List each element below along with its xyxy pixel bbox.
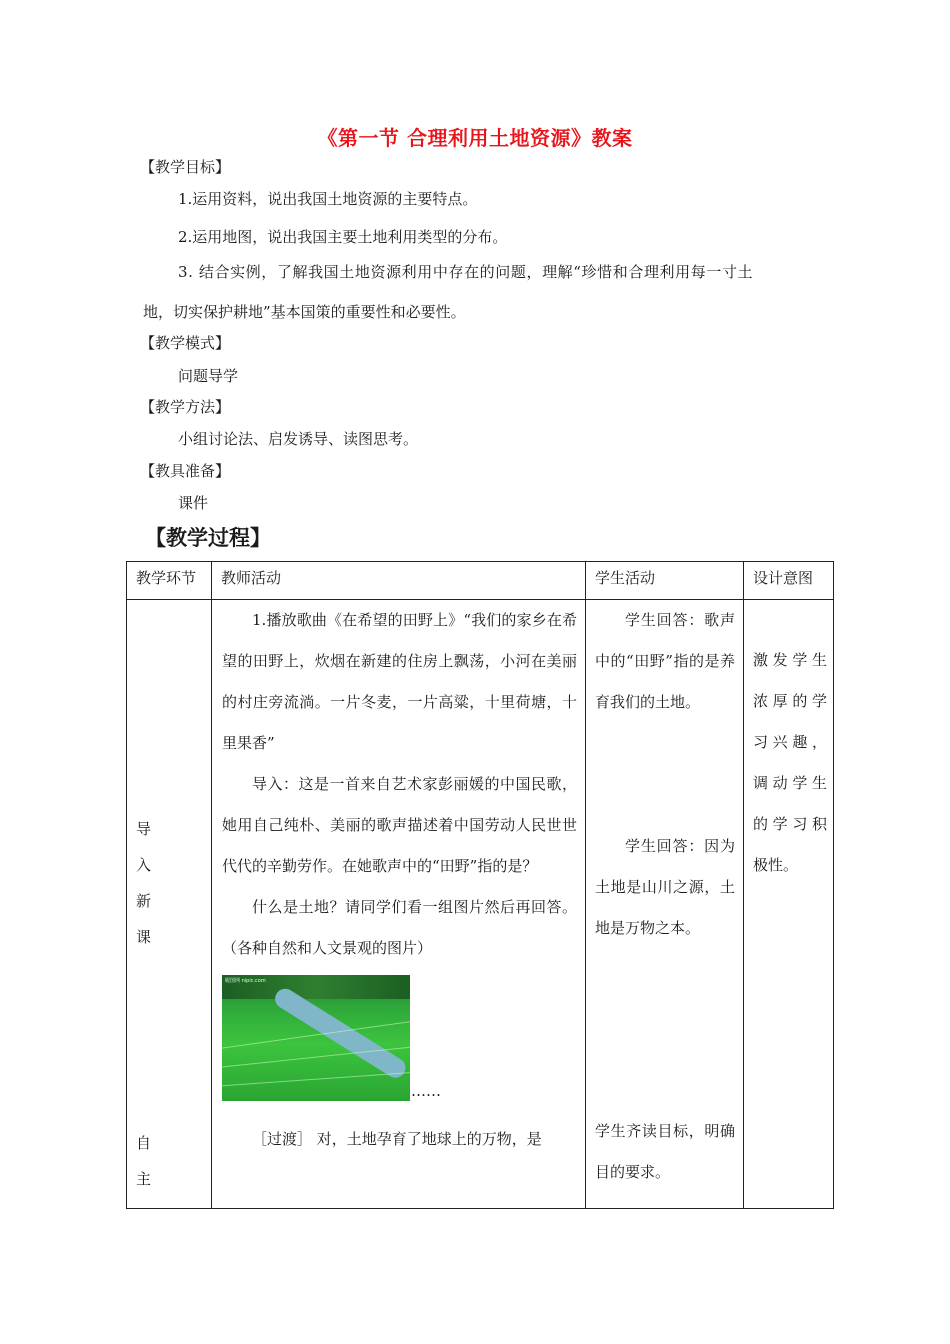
column-header-design: 设计意图: [744, 562, 834, 600]
method-heading: 【教学方法】: [140, 398, 231, 416]
student-answer-text: 学生回答：歌声中的“田野”指的是养育我们的土地。: [595, 611, 735, 711]
student-answer: [595, 1111, 735, 1193]
process-table: [126, 561, 834, 1209]
objective-1: 1.运用资料，说出我国土地资源的主要特点。: [178, 190, 478, 208]
tools-text: 课件: [178, 494, 209, 512]
tools-heading: 【教具准备】: [140, 462, 231, 480]
table-row: [127, 600, 834, 1209]
column-header-student: 学生活动: [586, 562, 744, 600]
column-header-teacher: 教师活动: [212, 562, 586, 600]
photo-watermark: 昵图网 nipic.com: [225, 978, 266, 984]
objective-2: 2.运用地图，说出我国主要土地利用类型的分布。: [178, 228, 508, 246]
student-activity-cell: [586, 600, 744, 1209]
photo-field-line: [222, 1071, 410, 1087]
stage-cell: [127, 600, 212, 1209]
stage-char: 导: [136, 820, 152, 838]
stage-char: 自: [136, 1134, 152, 1152]
teacher-paragraph: 什么是土地？请同学们看一组图片然后再回答。（各种自然和人文景观的图片）: [222, 898, 577, 957]
stage-char: 主: [136, 1170, 152, 1188]
ellipsis-text: ……: [411, 1082, 441, 1100]
mode-text: 问题导学: [178, 367, 239, 385]
farmland-photo: [222, 975, 410, 1101]
stage-char: 课: [136, 928, 152, 946]
design-intent-cell: [744, 600, 834, 1209]
method-text: 小组讨论法、启发诱导、读图思考。: [178, 430, 419, 448]
photo-row: [222, 973, 577, 1101]
student-answer-text: 学生回答：因为土地是山川之源，土地是万物之本。: [595, 837, 735, 937]
student-answer: [595, 826, 735, 949]
teacher-paragraph: 1.播放歌曲《在希望的田野上》“我们的家乡在希望的田野上，炊烟在新建的住房上飘荡，小河在美丽的村庄旁流淌。一片冬麦，一片高粱，十里荷塘，十里果香”: [222, 611, 577, 752]
objectives-heading: 【教学目标】: [140, 158, 231, 176]
mode-heading: 【教学模式】: [140, 334, 231, 352]
document-title: 《第一节 合理利用土地资源》教案: [317, 126, 633, 150]
objective-3-line1: 3. 结合实例，了解我国土地资源利用中存在的问题，理解“珍惜和合理利用每一寸土: [178, 263, 754, 281]
table-header-row: [127, 562, 834, 600]
teacher-paragraph: 导入：这是一首来自艺术家彭丽媛的中国民歌，她用自己纯朴、美丽的歌声描述着中国劳动人民世世代代的辛勤劳作。在她歌声中的“田野”指的是？: [222, 775, 577, 875]
photo-river: [271, 985, 409, 1081]
column-header-stage: 教学环节: [127, 562, 212, 600]
design-intent-text: 激发学生浓厚的学习兴趣，调动学生的学习积极性。: [753, 651, 827, 874]
stage-char: 新: [136, 892, 152, 910]
student-answer: [595, 600, 735, 723]
objective-3-line2: 地，切实保护耕地”基本国策的重要性和必要性。: [143, 303, 466, 321]
teacher-activity-cell: [212, 600, 586, 1209]
stage-char: 入: [136, 856, 152, 874]
student-answer-text: 学生齐读目标，明确目的要求。: [595, 1122, 735, 1181]
teacher-paragraph: ［过渡］ 对，土地孕育了地球上的万物，是: [252, 1130, 542, 1148]
process-heading: 【教学过程】: [145, 526, 271, 550]
